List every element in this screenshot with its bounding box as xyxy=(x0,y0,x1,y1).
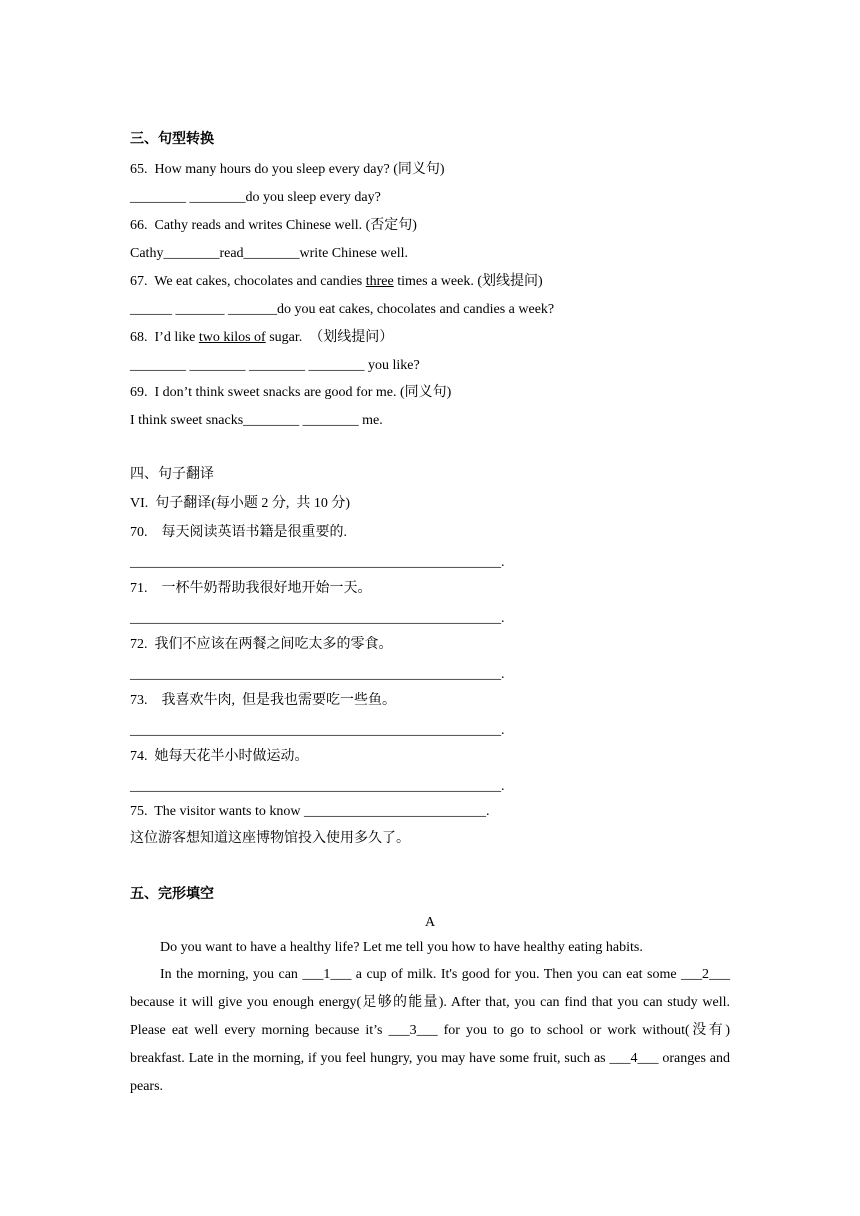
passage-label: A xyxy=(424,915,436,930)
question-66: 66. Cathy reads and writes Chinese well. (否定句) xyxy=(130,218,417,233)
question-68-underlined: two kilos of xyxy=(198,330,266,345)
question-72: 72. 我们不应该在两餐之间吃太多的零食。 xyxy=(130,637,393,652)
question-67-underlined: three xyxy=(365,274,394,289)
question-68-post: sugar. （划线提问） xyxy=(265,330,394,345)
answer-line-70: _____________________________________________________. xyxy=(130,555,505,570)
question-65: 65. How many hours do you sleep every day? (同义句) xyxy=(130,162,445,177)
passage-paragraph-2: In the morning, you can ___1___ a cup of milk. It's good for you. Then you can eat some ___2___ because it will give you enough energy(足够的能量). After that, you can find that you can study well. Please eat well every morning because it’s ___3___ for you to go to school or work without(没有) breakfast. Late in the morning, if you feel hungry, you may have some fruit, such as ___4___ oranges and pears. xyxy=(130,967,730,1094)
section-3-heading: 三、句型转换 xyxy=(130,132,214,147)
question-73: 73. 我喜欢牛肉, 但是我也需要吃一些鱼。 xyxy=(130,693,396,708)
question-69: 69. I don’t think sweet snacks are good for me. (同义句) xyxy=(130,385,452,400)
question-67 xyxy=(130,273,543,291)
section-4-subheading: VI. 句子翻译(每小题 2 分, 共 10 分) xyxy=(130,496,351,511)
answer-line-69: I think sweet snacks________ ________ me. xyxy=(130,413,383,428)
question-71: 71. 一杯牛奶帮助我很好地开始一天。 xyxy=(130,581,372,596)
question-70: 70. 每天阅读英语书籍是很重要的. xyxy=(130,525,347,540)
passage-paragraph-1: Do you want to have a healthy life? Let me tell you how to have healthy eating habits. xyxy=(160,940,643,955)
answer-line-74: _____________________________________________________. xyxy=(130,779,505,794)
question-68 xyxy=(130,329,393,347)
answer-line-71: _____________________________________________________. xyxy=(130,611,505,626)
section-4-heading: 四、句子翻译 xyxy=(130,467,214,482)
answer-line-72: _____________________________________________________. xyxy=(130,667,505,682)
question-75: 75. The visitor wants to know __________________________. xyxy=(130,804,490,819)
answer-line-67: ______ _______ _______do you eat cakes, chocolates and candies a week? xyxy=(130,302,555,317)
question-75-chinese: 这位游客想知道这座博物馆投入使用多久了。 xyxy=(130,831,410,846)
question-67-pre: 67. We eat cakes, chocolates and candies xyxy=(130,274,366,289)
answer-line-68: ________ ________ ________ ________ you like? xyxy=(130,358,420,373)
question-68-pre: 68. I’d like xyxy=(130,330,199,345)
question-74: 74. 她每天花半小时做运动。 xyxy=(130,749,309,764)
answer-line-73: _____________________________________________________. xyxy=(130,723,505,738)
answer-line-65: ________ ________do you sleep every day? xyxy=(130,190,381,205)
question-67-post: times a week. (划线提问) xyxy=(393,274,543,289)
answer-line-66: Cathy________read________write Chinese well. xyxy=(130,246,409,261)
section-5-heading: 五、完形填空 xyxy=(130,887,214,902)
